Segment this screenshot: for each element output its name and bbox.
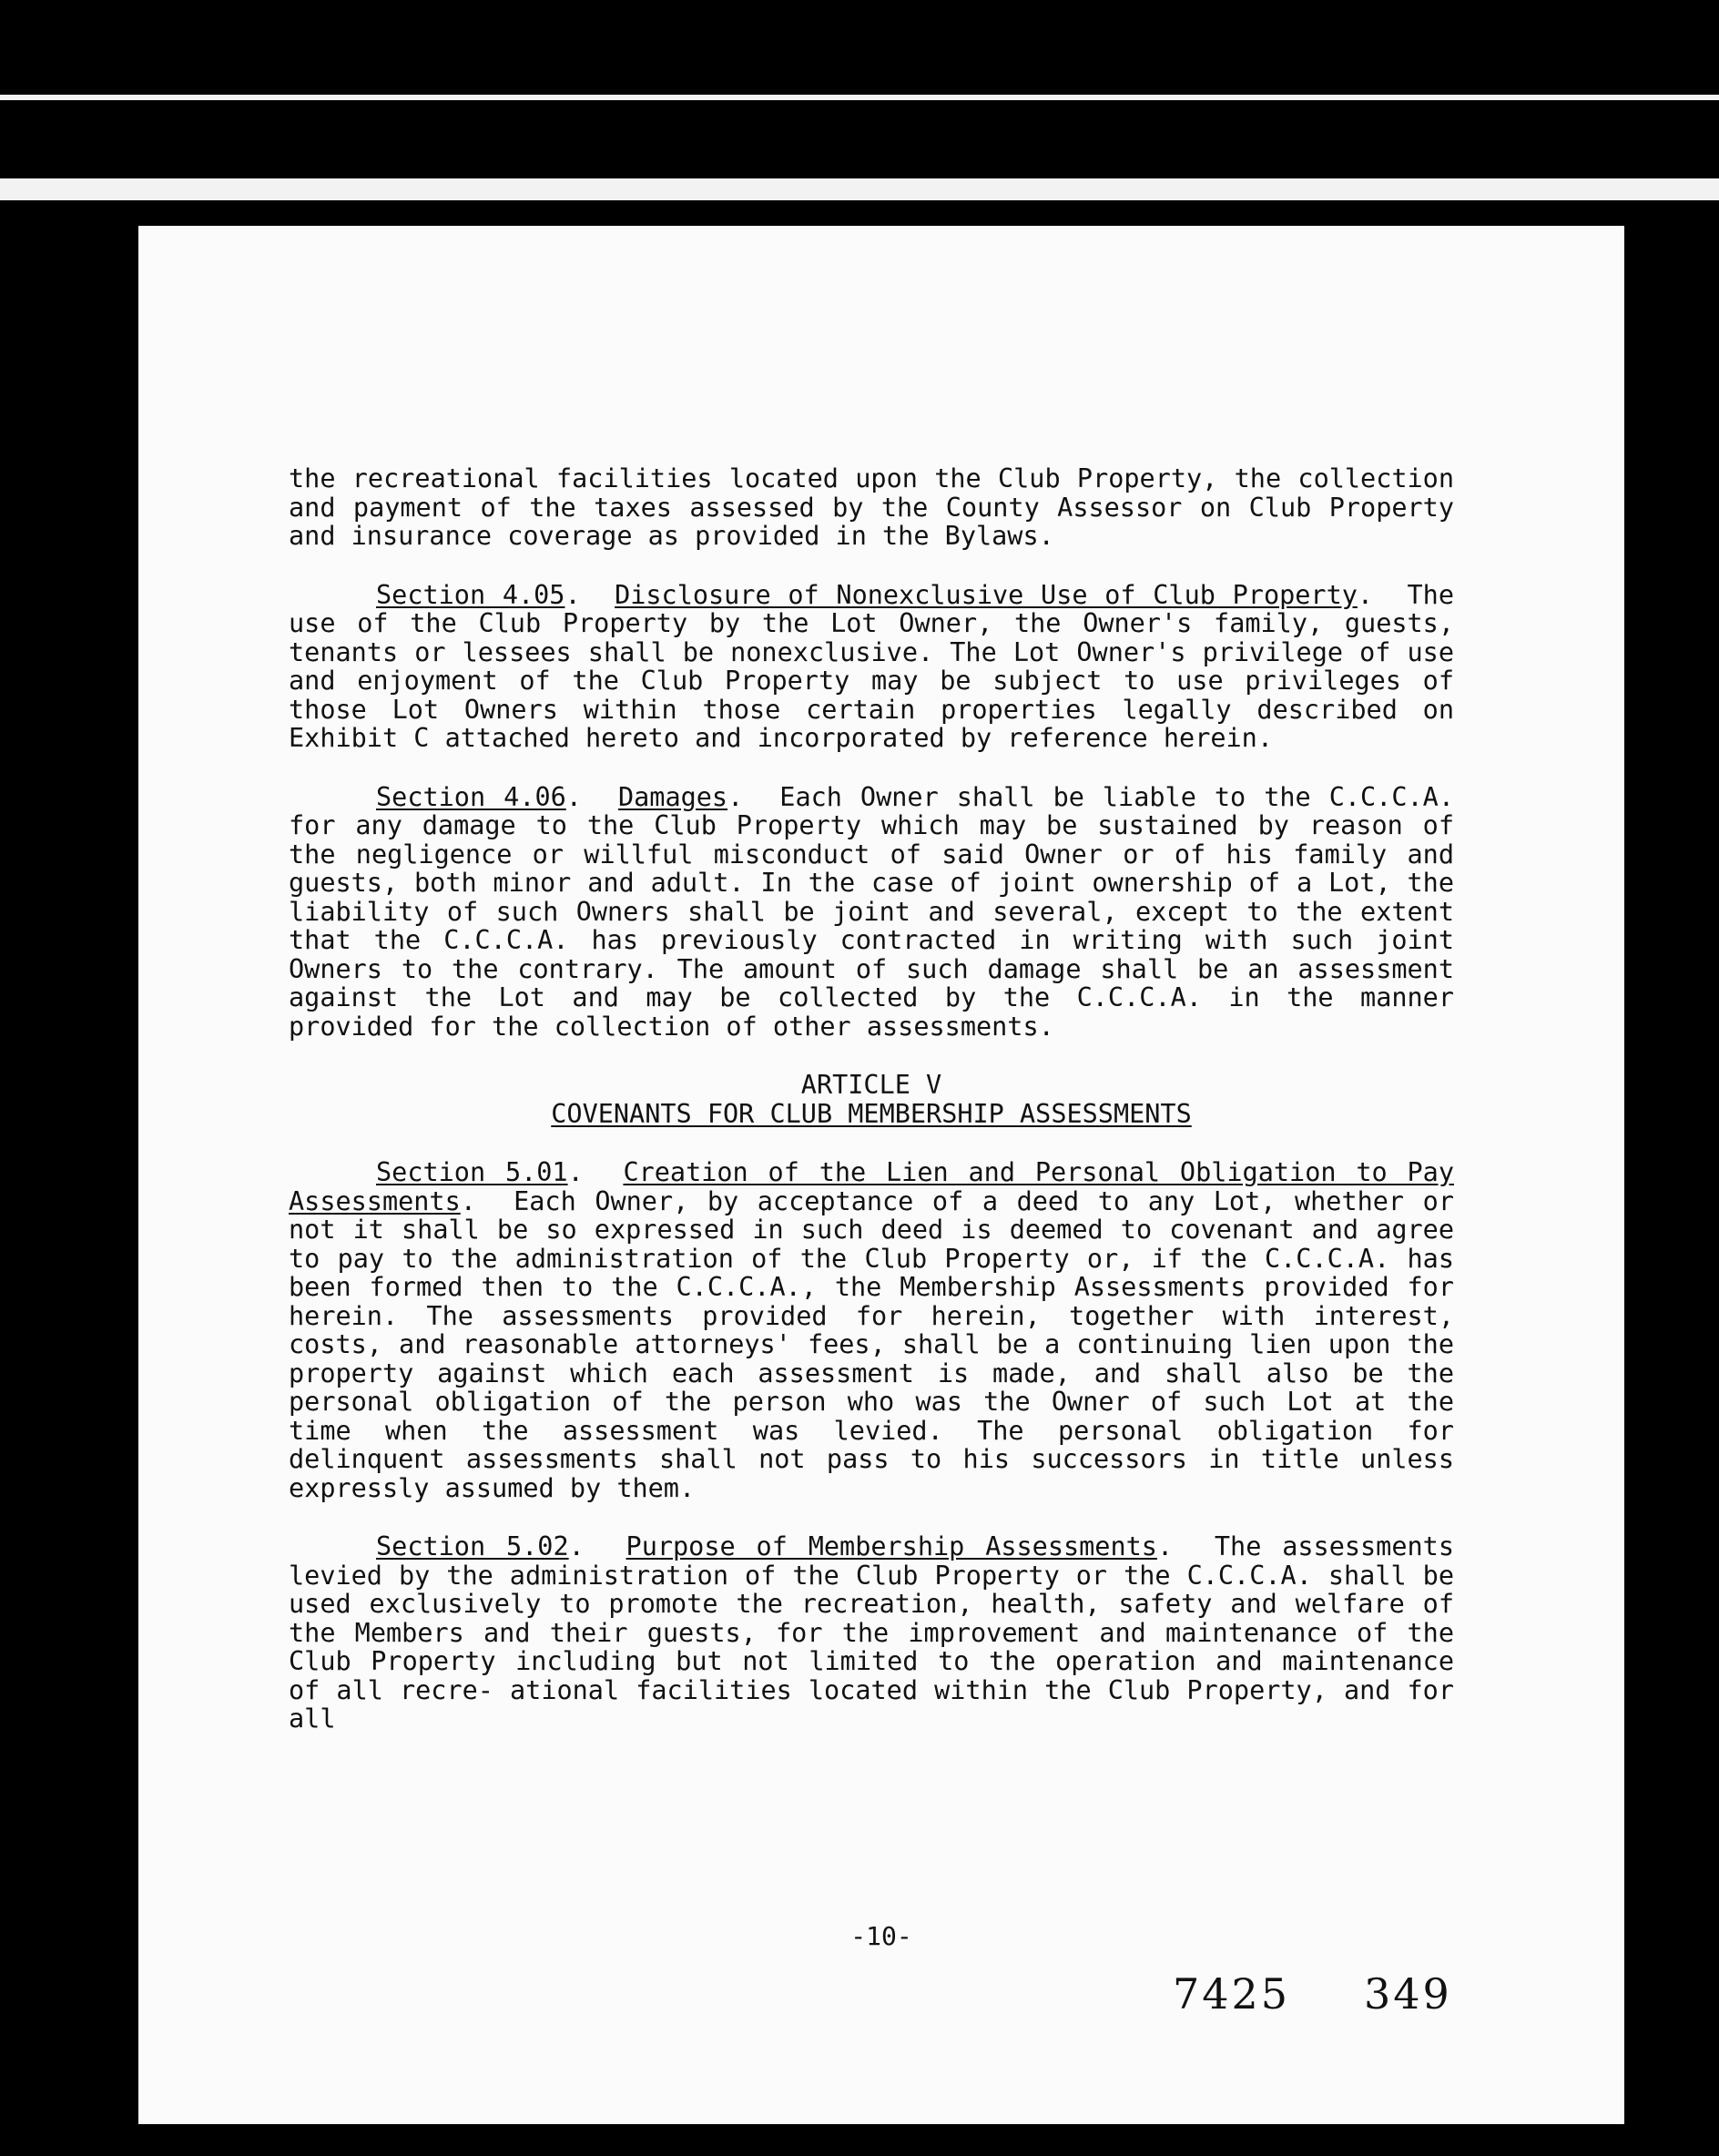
- document-body: [289, 464, 1454, 1764]
- section-5-02-label: Section 5.02: [376, 1531, 569, 1561]
- section-5-02-title: Purpose of Membership Assessments: [626, 1531, 1157, 1561]
- section-4-06: Section 4.06. Damages. Each Owner shall be liable to the C.C.C.A. for any damage to the Club Property which may be sustained by reason of the negligence or willful misconduct of said Owner or of his family and guests, both minor and adult. In the case of joint ownership of a Lot, the liability of such Owners shall be joint and several, except to the extent that the C.C.C.A. has previously contracted in writing with such joint Owners to the contrary. The amount of such damage shall be an assessment against the Lot and may be collected by the C.C.C.A. in the manner provided for the collection of other assessments.: [289, 781, 1454, 1042]
- section-5-01-body: Each Owner, by acceptance of a deed to any Lot, whether or not it shall be so expressed in such deed is deemed to covenant and agree to pay to the administration of the Club Property or, if the C.C.C.A. has been formed then to the C.C.C.A., the Membership Assessments provided for herein. The assessments provided for herein, together with interest, costs, and reasonable attorneys' fees, shall be a continuing lien upon the property against which each assessment is made, and shall also be the personal obligation of the person who was the Owner of such Lot at the time when the assessment was levied. The personal obligation for delinquent assessments shall not pass to his successors in title unless expressly assumed by them.: [289, 1185, 1454, 1503]
- section-4-06-title: Damages: [617, 781, 728, 812]
- scan-top-border: [0, 95, 1719, 100]
- section-4-05-body: The use of the Club Property by the Lot Owner, the Owner's family, guests, tenants or lessees shall be nonexclusive. The Lot Owner's privilege of use and enjoyment of the Club Property may be subject to use privileges of those Lot Owners within those certain properties legally described on Exhibit C attached hereto and incorporated by reference herein.: [289, 579, 1454, 753]
- section-5-01-title: Creation of the Lien and Personal Obligation to Pay Assessments: [289, 1157, 1454, 1216]
- section-4-06-label: Section 4.06: [376, 781, 566, 812]
- article-number: ARTICLE V: [800, 1070, 942, 1100]
- section-5-02: Section 5.02. Purpose of Membership Assessments. The assessments levied by the administration of the Club Property or the C.C.C.A. shall be used exclusively to promote the recreation, health, safety and welfare of the Members and their guests, for the improvement and maintenance of the Club Property including but not limited to the operation and maintenance of all recre- ational facilities located within the Club Property, and for all: [289, 1531, 1454, 1734]
- document-page: [138, 226, 1624, 2124]
- section-5-02-body: The assessments levied by the administration of the Club Property or the C.C.C.A. shall be used exclusively to promote the recreation, health, safety and welfare of the Members and their guests, for the improvement and maintenance of the Club Property including but not limited to the operation and maintenance of all recre- ational facilities located within the Club Property, and for all: [289, 1531, 1454, 1734]
- section-4-05-title: Disclosure of Nonexclusive Use of Club Property: [615, 579, 1358, 610]
- stamp-page-number: 349: [1364, 1969, 1452, 2019]
- section-5-01-label: Section 5.01: [376, 1157, 568, 1187]
- article-heading: [289, 1071, 1454, 1128]
- page-number: -10-: [850, 1921, 912, 1951]
- article-title: COVENANTS FOR CLUB MEMBERSHIP ASSESSMENTS: [551, 1098, 1192, 1129]
- section-4-06-body: Each Owner shall be liable to the C.C.C.A. for any damage to the Club Property which may be sustained by reason of the negligence or willful misconduct of said Owner or of his family and guests, both minor and adult. In the case of joint ownership of a Lot, the liability of such Owners shall be joint and several, except to the extent that the C.C.C.A. has previously contracted in writing with such joint Owners to the contrary. The amount of such damage shall be an assessment against the Lot and may be collected by the C.C.C.A. in the manner provided for the collection of other assessments.: [289, 781, 1454, 1042]
- stamp-book-number: 7425: [1173, 1969, 1291, 2019]
- section-4-05: Section 4.05. Disclosure of Nonexclusive Use of Club Property. The use of the Club Property by the Lot Owner, the Owner's family, guests, tenants or lessees shall be nonexclusive. The Lot Owner's privilege of use and enjoyment of the Club Property may be subject to use privileges of those Lot Owners within those certain properties legally described on Exhibit C attached hereto and incorporated by reference herein.: [289, 579, 1454, 753]
- section-5-01: Section 5.01. Creation of the Lien and Personal Obligation to Pay Assessments. Each Owner, by acceptance of a deed to any Lot, whether or not it shall be so expressed in such deed is deemed to covenant and agree to pay to the administration of the Club Property or, if the C.C.C.A. has been formed then to the C.C.C.A., the Membership Assessments provided for herein. The assessments provided for herein, together with interest, costs, and reasonable attorneys' fees, shall be a continuing lien upon the property against which each assessment is made, and shall also be the personal obligation of the person who was the Owner of such Lot at the time when the assessment was levied. The personal obligation for delinquent assessments shall not pass to his successors in title unless expressly assumed by them.: [289, 1157, 1454, 1503]
- section-4-05-label: Section 4.05: [376, 579, 565, 610]
- scan-second-border: [0, 178, 1719, 200]
- paragraph-continuation: the recreational facilities located upon the Club Property, the collection and payment of the taxes assessed by the County Assessor on Club Property and insurance coverage as provided in the Bylaws.: [289, 463, 1454, 551]
